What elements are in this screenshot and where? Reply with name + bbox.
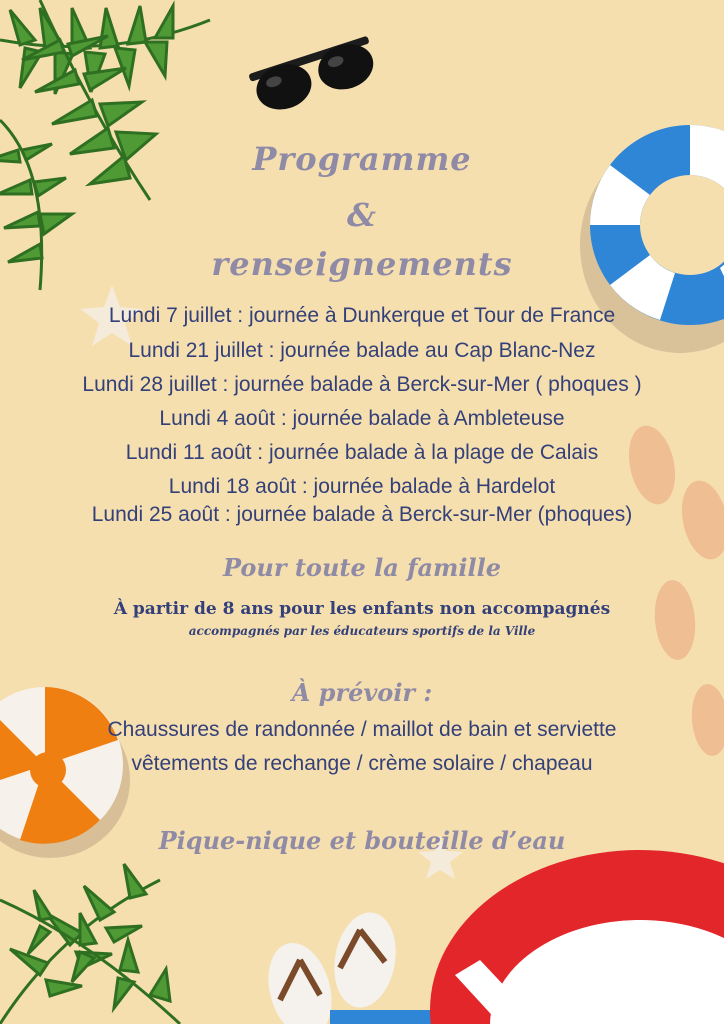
- picnic-note: Pique-nique et bouteille d’eau: [158, 826, 566, 855]
- title-ampersand: &: [347, 196, 377, 234]
- title-renseignements: renseignements: [211, 245, 513, 283]
- bring-line: Chaussures de randonnée / maillot de bain et serviette: [107, 718, 617, 741]
- family-heading: Pour toute la famille: [222, 553, 502, 582]
- educators-note: accompagnés par les éducateurs sportifs de la Ville: [188, 624, 536, 638]
- schedule-item: Lundi 21 juillet : journée balade au Cap Blanc-Nez: [128, 339, 596, 362]
- schedule-item: Lundi 11 août : journée balade à la plage de Calais: [125, 441, 599, 464]
- schedule-item: Lundi 28 juillet : journée balade à Berck-sur-Mer ( phoques ): [82, 373, 642, 396]
- bring-heading: À prévoir :: [291, 678, 433, 707]
- schedule-item: Lundi 25 août : journée balade à Berck-sur-Mer (phoques): [91, 503, 633, 526]
- schedule-item: Lundi 7 juillet : journée à Dunkerque et Tour de France: [108, 304, 616, 327]
- age-note: À partir de 8 ans pour les enfants non accompagnés: [113, 599, 611, 619]
- schedule-item: Lundi 18 août : journée balade à Hardelot: [168, 475, 556, 498]
- bring-line: vêtements de rechange / crème solaire / chapeau: [131, 752, 593, 775]
- schedule-item: Lundi 4 août : journée balade à Ambleteuse: [159, 407, 565, 430]
- title-programme: Programme: [252, 140, 472, 178]
